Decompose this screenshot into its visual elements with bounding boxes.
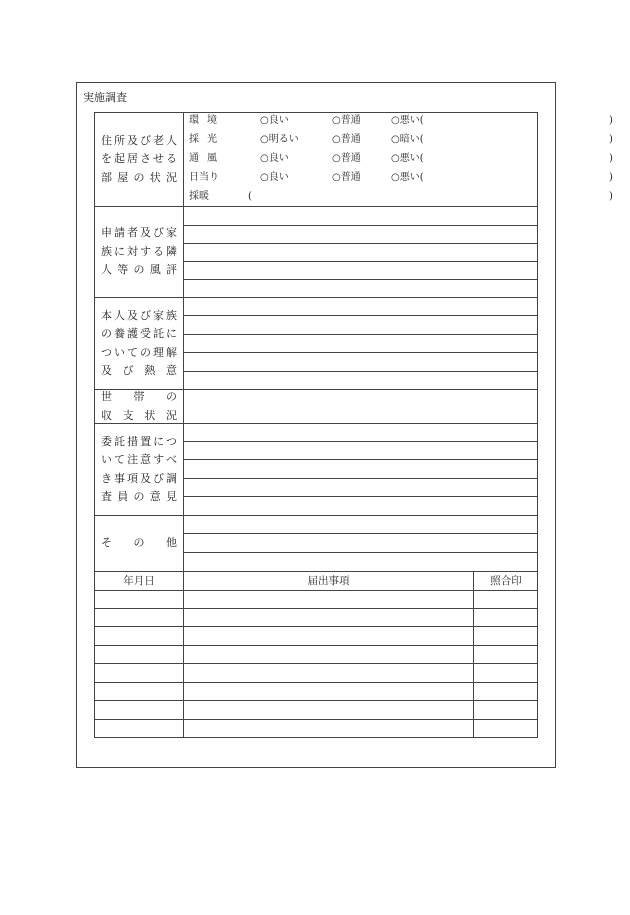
understanding-line[interactable] bbox=[184, 298, 537, 316]
column-header-date: 年月日 bbox=[123, 575, 155, 587]
understanding-line[interactable] bbox=[184, 353, 537, 372]
opinion-line[interactable] bbox=[184, 497, 537, 516]
reputation-line[interactable] bbox=[184, 207, 537, 226]
understanding-line[interactable] bbox=[184, 316, 537, 335]
notification-log-table bbox=[94, 571, 538, 738]
reputation-section bbox=[94, 206, 538, 298]
column-header-seal: 照合印 bbox=[490, 575, 522, 587]
finances-line[interactable] bbox=[184, 390, 537, 424]
understanding-line[interactable] bbox=[184, 335, 537, 353]
understanding-label: 本人及び家族 の養護受託に ついての理解 及び熱意 bbox=[95, 298, 184, 389]
understanding-section bbox=[94, 297, 538, 390]
other-line[interactable] bbox=[184, 553, 537, 572]
housing-section: 住所及び老人 を起居させる 部屋の状況 環境 ○良い ○普通 ○悪い( ) 採光 ○明るい ○普通 ○暗い( ) 通風 ○良い ○普通 ○悪い( ) 日当り ○良い ○普通 ○悪い( ) 採暖 ( ) bbox=[94, 112, 538, 207]
reputation-label: 申請者及び家 族に対する隣 人等の風評 bbox=[95, 207, 184, 297]
understanding-line[interactable] bbox=[184, 372, 537, 390]
opinion-line[interactable] bbox=[184, 442, 537, 460]
opinion-line[interactable] bbox=[184, 479, 537, 497]
other-section bbox=[94, 515, 538, 572]
other-label: その他 bbox=[95, 516, 184, 571]
reputation-line[interactable] bbox=[184, 280, 537, 298]
reputation-line[interactable] bbox=[184, 226, 537, 244]
opinion-line[interactable] bbox=[184, 424, 537, 442]
opinion-line[interactable] bbox=[184, 460, 537, 479]
opinion-label: 委託措置につ いて注意すべ き事項及び調 査員の意見 bbox=[95, 424, 184, 515]
opinion-section bbox=[94, 423, 538, 516]
reputation-line[interactable] bbox=[184, 244, 537, 262]
reputation-line[interactable] bbox=[184, 262, 537, 280]
other-line[interactable] bbox=[184, 534, 537, 553]
section-title: 実施調査 bbox=[83, 91, 127, 104]
column-header-notification: 届出事項 bbox=[307, 575, 350, 587]
housing-label: 住所及び老人 を起居させる 部屋の状況 bbox=[95, 113, 184, 206]
finances-label: 世帯の 収支状況 bbox=[95, 390, 184, 423]
other-line[interactable] bbox=[184, 516, 537, 534]
finances-section bbox=[94, 389, 538, 424]
